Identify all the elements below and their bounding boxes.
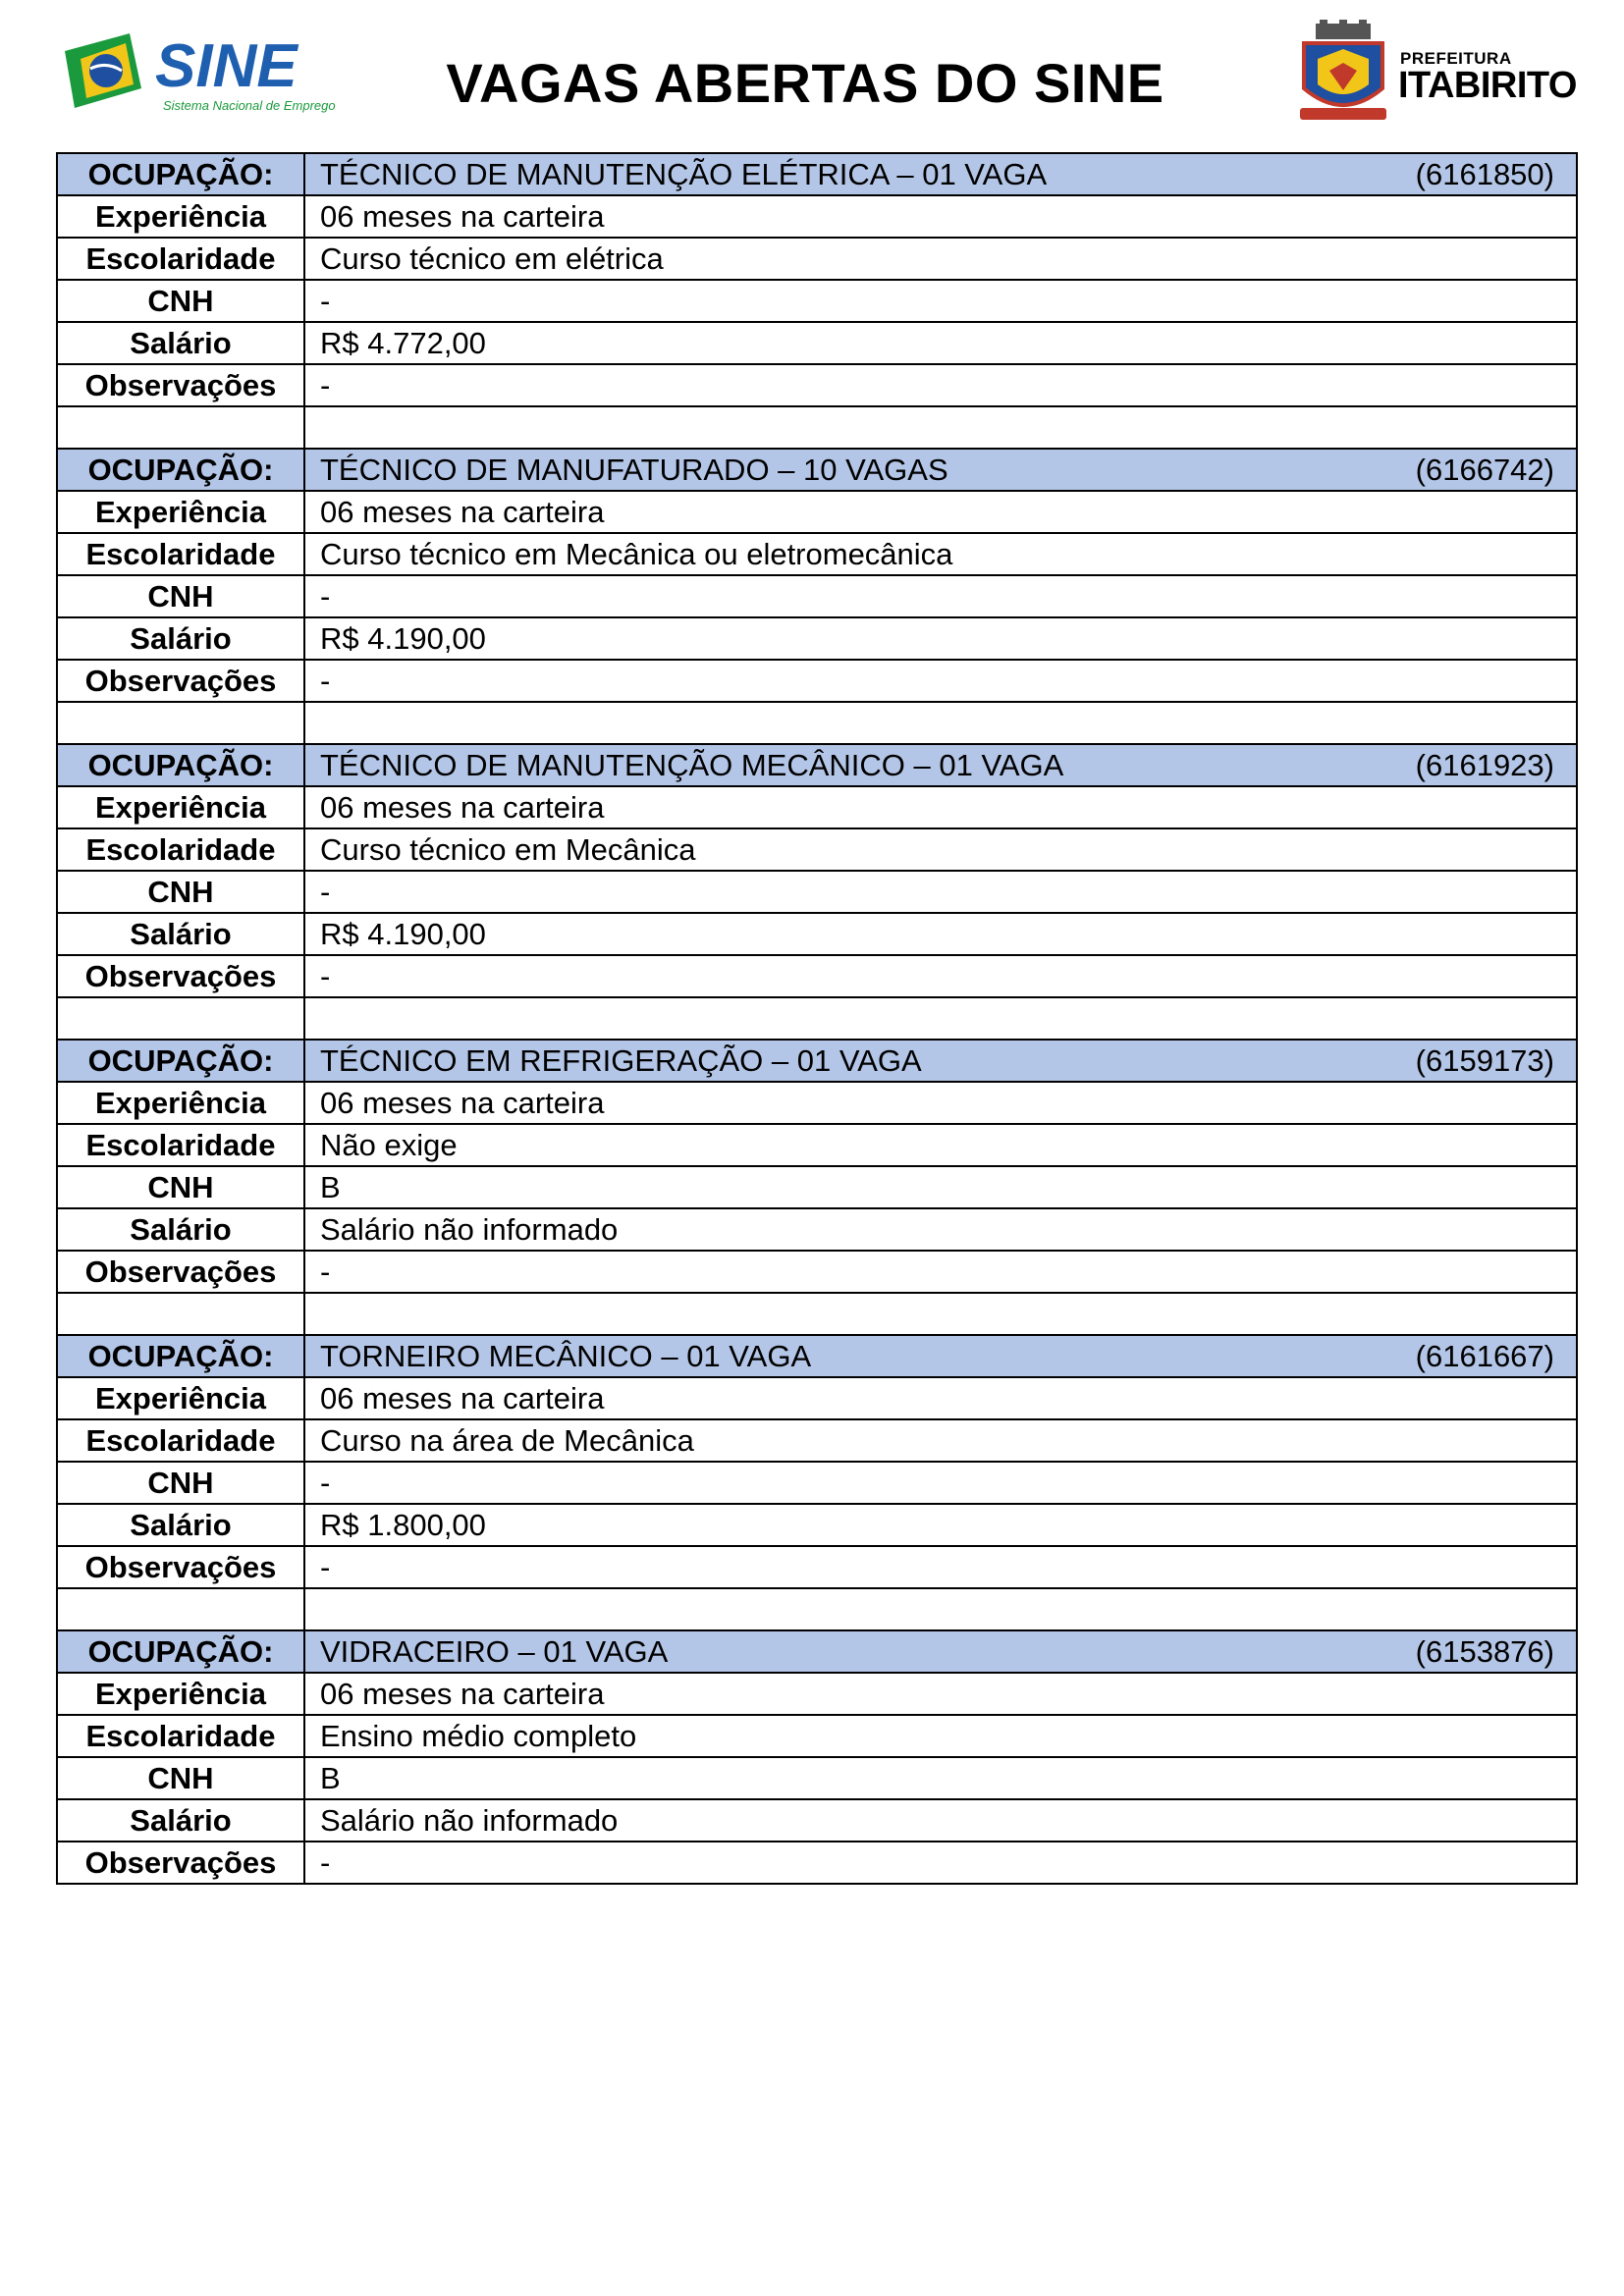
schooling-label: Escolaridade (57, 238, 304, 280)
salary-value: R$ 4.190,00 (304, 913, 1577, 955)
license-value: B (304, 1166, 1577, 1208)
notes-label: Observações (57, 1251, 304, 1293)
salary-label: Salário (57, 617, 304, 660)
job-title: TÉCNICO DE MANUTENÇÃO MECÂNICO – 01 VAGA (320, 748, 1064, 782)
salary-label: Salário (57, 913, 304, 955)
job-code: (6161923) (1415, 748, 1554, 782)
experience-label: Experiência (57, 1082, 304, 1124)
experience-row (57, 786, 1577, 828)
occupation-label: OCUPAÇÃO: (57, 744, 304, 786)
experience-row (57, 491, 1577, 533)
notes-value: - (304, 1842, 1577, 1884)
spacer-cell (304, 702, 1577, 744)
occupation-value (304, 744, 1577, 786)
license-value: - (304, 871, 1577, 913)
notes-row (57, 1842, 1577, 1884)
salary-row (57, 617, 1577, 660)
salary-value: R$ 4.190,00 (304, 617, 1577, 660)
occupation-row (57, 153, 1577, 195)
experience-row (57, 1082, 1577, 1124)
spacer-cell (304, 997, 1577, 1040)
job-title: TÉCNICO EM REFRIGERAÇÃO – 01 VAGA (320, 1043, 922, 1078)
license-value: - (304, 575, 1577, 617)
license-label: CNH (57, 575, 304, 617)
occupation-label: OCUPAÇÃO: (57, 1630, 304, 1673)
salary-label: Salário (57, 322, 304, 364)
occupation-label: OCUPAÇÃO: (57, 1335, 304, 1377)
job-code: (6159173) (1415, 1043, 1554, 1078)
salary-value: R$ 1.800,00 (304, 1504, 1577, 1546)
salary-label: Salário (57, 1799, 304, 1842)
salary-label: Salário (57, 1208, 304, 1251)
license-label: CNH (57, 1757, 304, 1799)
salary-row (57, 1504, 1577, 1546)
schooling-row (57, 533, 1577, 575)
svg-text:SINE: SINE (155, 32, 298, 100)
notes-value: - (304, 1546, 1577, 1588)
occupation-value (304, 153, 1577, 195)
notes-value: - (304, 955, 1577, 997)
schooling-row (57, 828, 1577, 871)
notes-row (57, 364, 1577, 406)
occupation-value (304, 1335, 1577, 1377)
spacer-row (57, 1293, 1577, 1335)
page-title: VAGAS ABERTAS DO SINE (446, 52, 1164, 114)
notes-label: Observações (57, 660, 304, 702)
sine-logo (61, 29, 346, 120)
notes-row (57, 1546, 1577, 1588)
notes-value: - (304, 364, 1577, 406)
schooling-row (57, 1419, 1577, 1462)
salary-value: Salário não informado (304, 1799, 1577, 1842)
spacer-cell (304, 1293, 1577, 1335)
license-value: - (304, 280, 1577, 322)
spacer-cell (57, 1293, 304, 1335)
spacer-cell (57, 997, 304, 1040)
salary-row (57, 322, 1577, 364)
job-title: TÉCNICO DE MANUFATURADO – 10 VAGAS (320, 453, 948, 487)
occupation-row (57, 1630, 1577, 1673)
license-row (57, 1462, 1577, 1504)
notes-label: Observações (57, 364, 304, 406)
page-header (0, 0, 1624, 147)
occupation-row (57, 1335, 1577, 1377)
experience-row (57, 1673, 1577, 1715)
notes-value: - (304, 1251, 1577, 1293)
occupation-row (57, 1040, 1577, 1082)
spacer-cell (57, 1588, 304, 1630)
experience-label: Experiência (57, 786, 304, 828)
experience-value: 06 meses na carteira (304, 1082, 1577, 1124)
notes-row (57, 955, 1577, 997)
notes-value: - (304, 660, 1577, 702)
occupation-label: OCUPAÇÃO: (57, 449, 304, 491)
schooling-label: Escolaridade (57, 828, 304, 871)
license-value: - (304, 1462, 1577, 1504)
schooling-row (57, 1124, 1577, 1166)
license-row (57, 1166, 1577, 1208)
schooling-value: Não exige (304, 1124, 1577, 1166)
experience-label: Experiência (57, 195, 304, 238)
job-title: TÉCNICO DE MANUTENÇÃO ELÉTRICA – 01 VAGA (320, 157, 1048, 191)
occupation-value (304, 1040, 1577, 1082)
schooling-label: Escolaridade (57, 1715, 304, 1757)
license-row (57, 1757, 1577, 1799)
salary-row (57, 913, 1577, 955)
occupation-label: OCUPAÇÃO: (57, 1040, 304, 1082)
job-title: TORNEIRO MECÂNICO – 01 VAGA (320, 1339, 812, 1373)
schooling-label: Escolaridade (57, 1419, 304, 1462)
job-code: (6161850) (1415, 157, 1554, 191)
schooling-row (57, 1715, 1577, 1757)
occupation-row (57, 744, 1577, 786)
salary-value: R$ 4.772,00 (304, 322, 1577, 364)
license-label: CNH (57, 1462, 304, 1504)
prefeitura-logo (1294, 20, 1589, 128)
schooling-label: Escolaridade (57, 533, 304, 575)
spacer-cell (304, 406, 1577, 449)
job-title: VIDRACEIRO – 01 VAGA (320, 1634, 669, 1669)
experience-label: Experiência (57, 1673, 304, 1715)
prefeitura-label: PREFEITURA (1400, 49, 1512, 68)
salary-label: Salário (57, 1504, 304, 1546)
experience-label: Experiência (57, 491, 304, 533)
experience-value: 06 meses na carteira (304, 195, 1577, 238)
schooling-value: Ensino médio completo (304, 1715, 1577, 1757)
notes-row (57, 1251, 1577, 1293)
schooling-value: Curso técnico em Mecânica (304, 828, 1577, 871)
license-label: CNH (57, 871, 304, 913)
license-row (57, 871, 1577, 913)
spacer-cell (304, 1588, 1577, 1630)
experience-value: 06 meses na carteira (304, 1377, 1577, 1419)
occupation-value (304, 1630, 1577, 1673)
notes-row (57, 660, 1577, 702)
license-label: CNH (57, 1166, 304, 1208)
schooling-row (57, 238, 1577, 280)
license-row (57, 280, 1577, 322)
job-code: (6161667) (1415, 1339, 1554, 1373)
spacer-row (57, 406, 1577, 449)
experience-row (57, 1377, 1577, 1419)
occupation-row (57, 449, 1577, 491)
schooling-value: Curso técnico em elétrica (304, 238, 1577, 280)
notes-label: Observações (57, 1546, 304, 1588)
crest-icon (1294, 20, 1392, 128)
license-label: CNH (57, 280, 304, 322)
schooling-value: Curso técnico em Mecânica ou eletromecânica (304, 533, 1577, 575)
job-code: (6153876) (1415, 1634, 1554, 1669)
spacer-cell (57, 406, 304, 449)
experience-row (57, 195, 1577, 238)
salary-value: Salário não informado (304, 1208, 1577, 1251)
license-value: B (304, 1757, 1577, 1799)
notes-label: Observações (57, 955, 304, 997)
spacer-row (57, 1588, 1577, 1630)
job-code: (6166742) (1415, 453, 1554, 487)
spacer-row (57, 702, 1577, 744)
experience-value: 06 meses na carteira (304, 1673, 1577, 1715)
schooling-label: Escolaridade (57, 1124, 304, 1166)
spacer-cell (57, 702, 304, 744)
salary-row (57, 1799, 1577, 1842)
notes-label: Observações (57, 1842, 304, 1884)
experience-value: 06 meses na carteira (304, 491, 1577, 533)
schooling-value: Curso na área de Mecânica (304, 1419, 1577, 1462)
job-listings-table (56, 152, 1578, 1885)
experience-label: Experiência (57, 1377, 304, 1419)
occupation-label: OCUPAÇÃO: (57, 153, 304, 195)
license-row (57, 575, 1577, 617)
spacer-row (57, 997, 1577, 1040)
svg-text:Sistema Nacional de Emprego: Sistema Nacional de Emprego (163, 98, 336, 113)
occupation-value (304, 449, 1577, 491)
salary-row (57, 1208, 1577, 1251)
experience-value: 06 meses na carteira (304, 786, 1577, 828)
city-name: ITABIRITO (1398, 65, 1577, 106)
